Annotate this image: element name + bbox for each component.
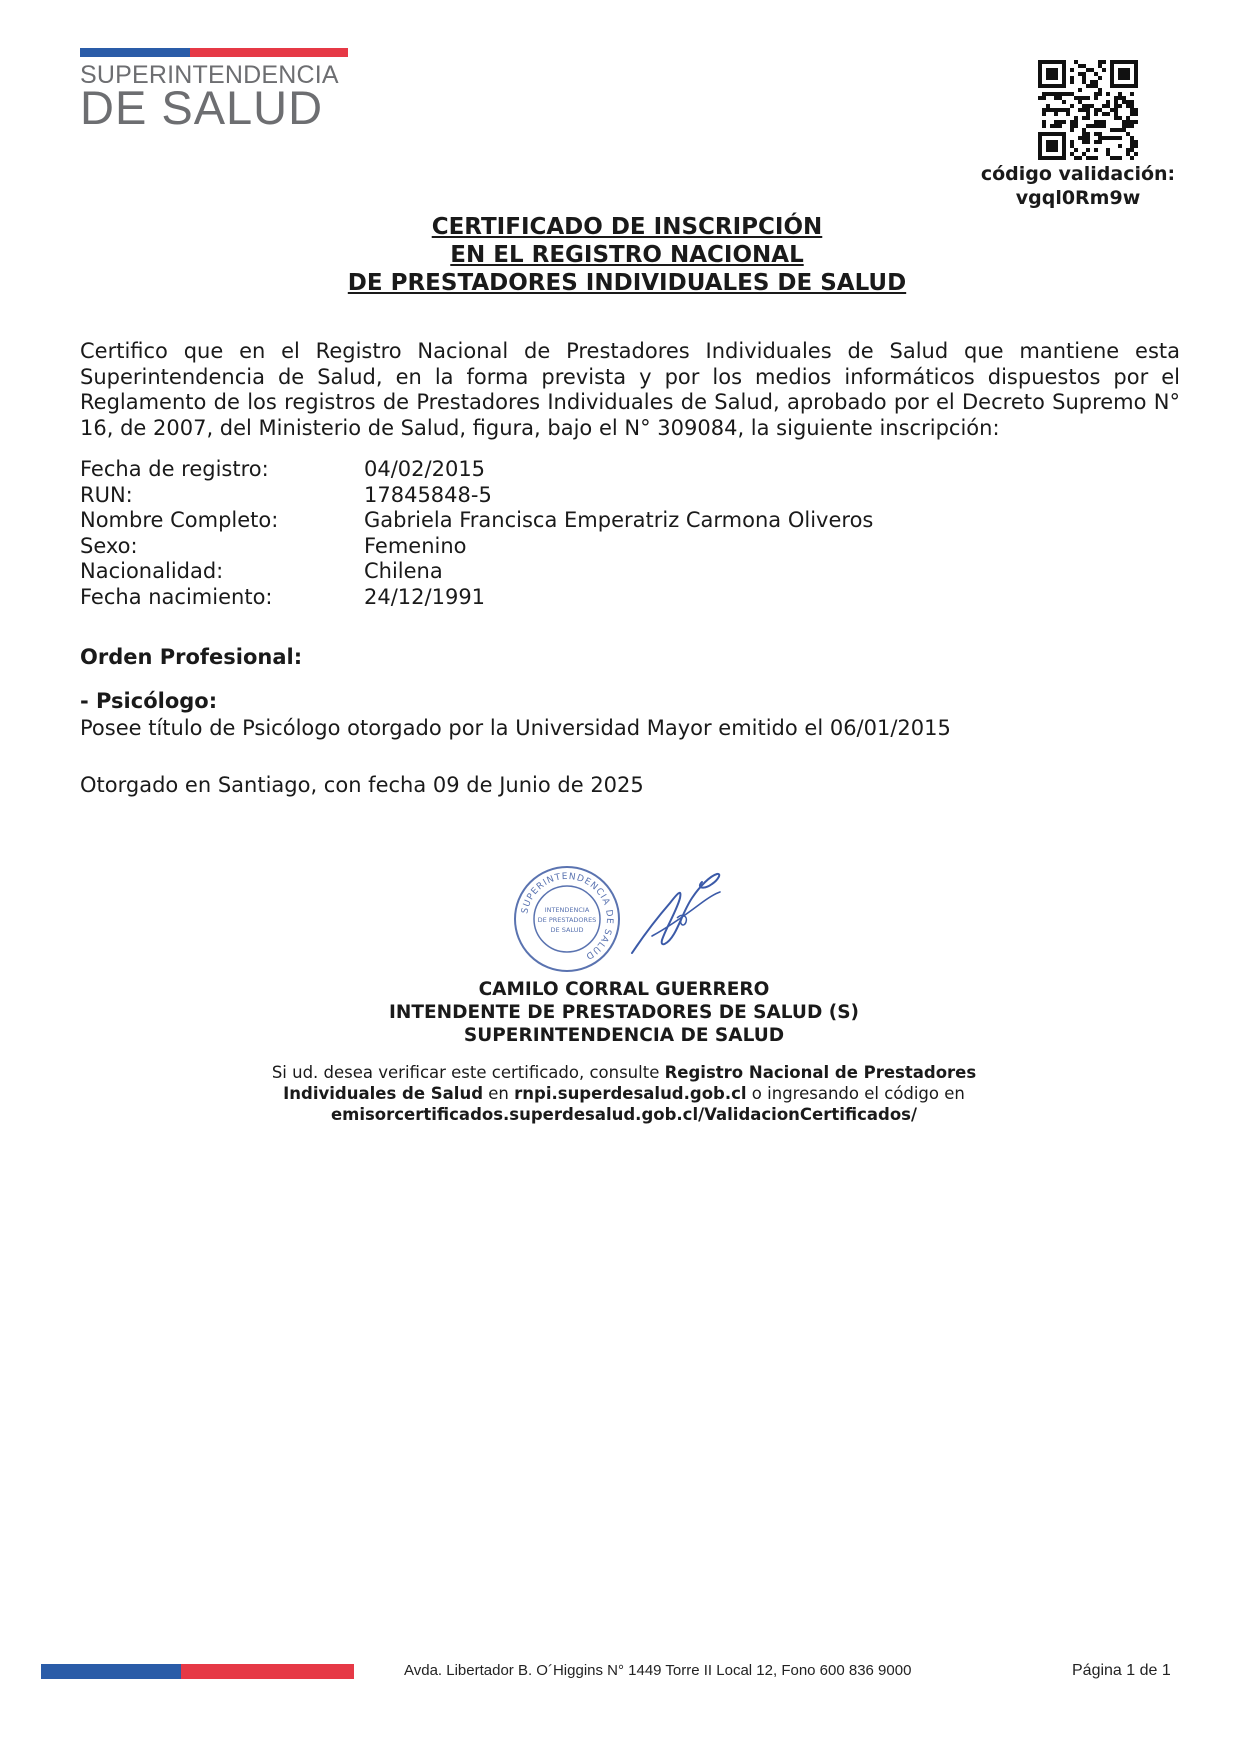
- field-value: Chilena: [364, 559, 443, 583]
- field-value: Gabriela Francisca Emperatriz Carmona Oliveros: [364, 508, 874, 532]
- verify-text: en: [483, 1084, 515, 1103]
- certificate-title: [0, 213, 1240, 297]
- field-row: [80, 457, 873, 483]
- granted-line: Otorgado en Santiago, con fecha 09 de Junio de 2025: [80, 773, 644, 797]
- signer-org: SUPERINTENDENCIA DE SALUD: [463, 1025, 785, 1046]
- verify-registry-name: Registro Nacional de Prestadores: [664, 1063, 977, 1082]
- verify-registry-name-2: Individuales de Salud: [283, 1084, 484, 1103]
- verification-note: [0, 1062, 1240, 1125]
- field-label: RUN:: [80, 482, 133, 507]
- seal-inner-3: DE SALUD: [550, 926, 584, 934]
- intro-paragraph: Certifico que en el Registro Nacional de Prestadores Individuales de Salud que mantiene esta Superintendencia de Salud, en la forma prevista y por los medios informáticos dispuestos por el Reglamento de los registros de Prestadores Individuales de Salud, aprobado por el Decreto Supremo N° 16, de 2007, del Ministerio de Salud, figura, bajo el N° 309084, la siguiente inscripción:: [80, 339, 1180, 440]
- title-line-3: DE PRESTADORES INDIVIDUALES DE SALUD: [347, 270, 907, 296]
- superintendencia-logo: [80, 48, 348, 134]
- signature: [622, 858, 732, 968]
- signer-name: CAMILO CORRAL GUERRERO: [478, 979, 770, 1000]
- field-label: Nacionalidad:: [80, 559, 224, 583]
- seal-ring-text: SUPERINTENDENCIA DE SALUD: [520, 871, 615, 962]
- field-label: Sexo:: [80, 533, 138, 558]
- registration-fields: [80, 457, 873, 610]
- signer-role: INTENDENTE DE PRESTADORES DE SALUD (S): [389, 1002, 859, 1023]
- footer-address: Avda. Libertador B. O´Higgins N° 1449 Torre II Local 12, Fono 600 836 9000: [404, 1662, 912, 1679]
- seal-inner-1: INTENDENCIA: [544, 906, 590, 914]
- field-row: [80, 534, 873, 560]
- field-value: 17845848-5: [364, 482, 492, 507]
- field-label: Fecha de registro:: [80, 457, 269, 481]
- profession-name: - Psicólogo:: [80, 689, 218, 713]
- validation-label: código validación:: [980, 163, 1176, 185]
- verify-link-emisor[interactable]: emisorcertificados.superdesalud.gob.cl/ValidacionCertificados/: [330, 1105, 918, 1124]
- verify-text: o ingresando el código en: [746, 1084, 965, 1103]
- signer-block: [0, 978, 1240, 1047]
- footer-color-bar: [41, 1664, 354, 1679]
- seal-inner-2: DE PRESTADORES: [537, 916, 597, 924]
- section-heading: Orden Profesional:: [80, 645, 303, 669]
- logo-line-2: DE SALUD: [80, 81, 324, 134]
- field-row: [80, 585, 873, 611]
- logo-color-bar: [80, 48, 348, 57]
- validation-block: [968, 162, 1188, 210]
- official-seal: [512, 864, 622, 974]
- field-row: [80, 508, 873, 534]
- validation-code: vgql0Rm9w: [1015, 187, 1141, 209]
- field-value: Femenino: [364, 533, 467, 558]
- title-line-1: CERTIFICADO DE INSCRIPCIÓN: [431, 214, 823, 240]
- page-number: Página 1 de 1: [1072, 1662, 1171, 1679]
- field-label: Nombre Completo:: [80, 508, 279, 532]
- field-value: 24/12/1991: [364, 584, 486, 609]
- field-row: [80, 483, 873, 509]
- verify-text: Si ud. desea verificar este certificado, consulte: [271, 1063, 665, 1082]
- field-label: Fecha nacimiento:: [80, 584, 273, 609]
- verify-link-rnpi[interactable]: rnpi.superdesalud.gob.cl: [514, 1084, 747, 1103]
- profession-detail: Posee título de Psicólogo otorgado por la Universidad Mayor emitido el 06/01/2015: [80, 716, 951, 740]
- logo-line-1: SUPERINTENDENCIA: [80, 61, 339, 89]
- field-value: 04/02/2015: [364, 457, 486, 481]
- title-line-2: EN EL REGISTRO NACIONAL: [450, 242, 804, 268]
- field-row: [80, 559, 873, 585]
- qr-code-icon: [1038, 60, 1138, 160]
